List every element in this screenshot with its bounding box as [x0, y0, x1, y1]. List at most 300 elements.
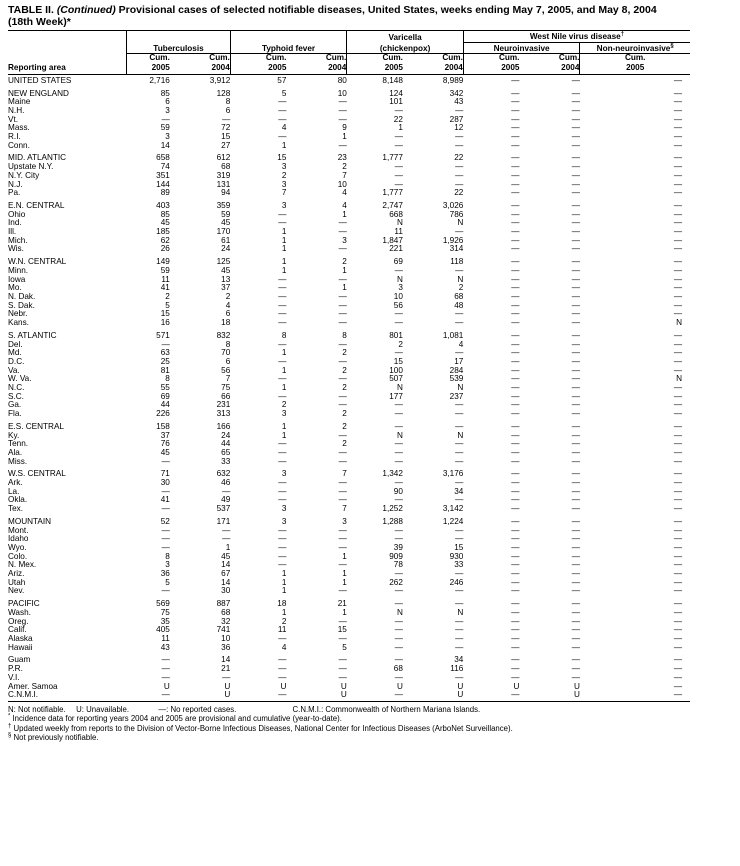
row-value: —: [571, 235, 580, 245]
row-value: 231: [216, 400, 231, 410]
row-value: —: [571, 374, 580, 384]
row-area-label: Md.: [8, 348, 22, 358]
table-header: [8, 31, 690, 75]
row-value: 7: [225, 374, 231, 384]
row-value: 63: [160, 348, 170, 358]
row-value: —: [673, 495, 682, 505]
row-value: —: [161, 542, 170, 552]
row-value: 1: [342, 577, 347, 587]
table-row: [8, 652, 690, 665]
row-area-label: Amer. Samoa: [8, 681, 58, 691]
row-value: 94: [221, 188, 231, 198]
row-area-label: Idaho: [8, 534, 29, 544]
row-value: —: [278, 209, 287, 219]
row-value: —: [511, 348, 520, 358]
row-value: 21: [337, 599, 347, 609]
table-row: [8, 665, 690, 674]
row-value: —: [230, 691, 286, 701]
table-row: [8, 458, 690, 467]
row-value: 170: [216, 227, 231, 237]
row-area-label: Ohio: [8, 209, 26, 219]
abbr-unavailable: U: Unavailable.: [76, 704, 130, 714]
row-value: —: [571, 179, 580, 189]
row-value: —: [394, 655, 403, 665]
row-value: —: [394, 439, 403, 449]
row-value: 284: [449, 365, 464, 375]
row-area-label: Nebr.: [8, 309, 28, 319]
row-value: —: [338, 318, 347, 328]
row-value: —: [571, 634, 580, 643]
row-value: —: [161, 339, 170, 349]
row-value: 3: [281, 504, 287, 514]
row-area-label: Colo.: [8, 551, 28, 561]
row-value: 33: [454, 560, 464, 570]
row-value: 71: [160, 469, 170, 479]
table-title: [8, 4, 738, 28]
row-area-label: N.Y. City: [8, 170, 40, 180]
row-value: 46: [221, 478, 231, 488]
row-value: 3: [165, 560, 170, 570]
row-value: 5: [165, 577, 170, 587]
row-value: —: [571, 478, 580, 488]
row-value: —: [673, 504, 682, 514]
row-value: 1: [281, 430, 287, 440]
row-value: 100: [389, 365, 403, 375]
row-value: —: [673, 274, 682, 284]
abbr-not-notifiable: N: Not notifiable.: [8, 704, 66, 714]
row-value: 13: [221, 274, 231, 284]
table-row: [8, 488, 690, 497]
row-value: —: [511, 560, 520, 570]
row-value: 166: [216, 421, 231, 431]
row-value: —: [571, 200, 580, 210]
row-value: —: [511, 235, 520, 245]
row-area-label: P.R.: [8, 664, 23, 674]
row-value: —: [673, 356, 682, 366]
row-value: —: [571, 383, 580, 393]
row-value: —: [571, 534, 580, 544]
row-value: 1,926: [442, 235, 464, 245]
row-value: 14: [221, 577, 231, 587]
row-value: —: [455, 625, 464, 635]
row-value: 85: [160, 88, 170, 98]
row-value: 55: [160, 383, 170, 393]
row-value: —: [338, 655, 347, 665]
row-value: N: [457, 218, 464, 228]
row-value: 1: [281, 577, 287, 587]
row-value: —: [338, 391, 347, 401]
row-value: 5: [165, 300, 170, 310]
row-value: —: [571, 664, 580, 674]
row-value: —: [222, 534, 231, 544]
row-value: —: [161, 586, 170, 596]
row-value: 1: [281, 586, 287, 596]
table-row: [8, 142, 690, 151]
row-value: —: [511, 162, 520, 172]
row-value: 72: [221, 123, 231, 133]
col-cum: Cum.: [347, 54, 403, 64]
row-value: N: [457, 607, 464, 617]
row-value: 221: [389, 244, 403, 254]
row-value: 3: [342, 235, 347, 245]
row-value: 4: [342, 188, 347, 198]
row-area-label: Vt.: [8, 114, 19, 124]
row-value: —: [511, 265, 520, 275]
row-value: —: [511, 283, 520, 293]
row-value: 11: [161, 634, 170, 643]
title-continued: (Continued): [56, 4, 116, 16]
row-value: 35: [160, 616, 170, 626]
col-cum: Cum.: [558, 53, 580, 63]
row-value: —: [511, 140, 520, 150]
row-value: 14: [160, 140, 170, 150]
row-value: 2: [342, 348, 347, 358]
row-value: 4: [458, 339, 464, 349]
row-value: U: [224, 681, 231, 691]
row-value: 39: [393, 542, 403, 552]
row-area-label: Del.: [8, 339, 23, 349]
row-value: —: [338, 634, 347, 643]
row-area-label: Ariz.: [8, 569, 25, 579]
row-value: —: [338, 291, 347, 301]
row-value: —: [673, 330, 682, 340]
row-value: 1: [225, 542, 231, 552]
table-row: [8, 150, 690, 163]
row-area-label: C.N.M.I.: [8, 691, 127, 701]
row-value: —: [394, 672, 403, 682]
row-value: —: [673, 625, 682, 635]
row-value: —: [394, 478, 403, 488]
row-value: —: [511, 430, 520, 440]
row-value: 3,176: [442, 469, 464, 479]
row-area-label: Ky.: [8, 430, 20, 440]
row-area-label: PACIFIC: [8, 599, 40, 609]
row-value: —: [394, 642, 403, 652]
row-value: 37: [160, 430, 170, 440]
row-value: 89: [160, 188, 170, 198]
row-value: 5: [342, 642, 347, 652]
row-value: —: [571, 140, 580, 150]
row-value: 7: [342, 170, 347, 180]
row-value: —: [673, 439, 682, 449]
row-value: —: [338, 542, 347, 552]
table-row: [8, 276, 690, 285]
row-area-label: Wash.: [8, 607, 31, 617]
table-row: [8, 254, 690, 267]
row-value: —: [394, 348, 403, 358]
row-area-label: W.N. CENTRAL: [8, 257, 67, 267]
row-value: U: [573, 681, 580, 691]
row-value: U: [170, 691, 230, 701]
row-value: 2,747: [382, 200, 403, 210]
row-value: 33: [221, 456, 231, 466]
row-value: 8: [165, 374, 170, 384]
row-value: —: [394, 265, 403, 275]
row-area-label: Minn.: [8, 265, 29, 275]
row-value: 3,026: [442, 200, 464, 210]
table-row: [8, 674, 690, 683]
row-value: —: [571, 105, 580, 115]
row-value: 1,342: [382, 469, 403, 479]
page: [8, 0, 738, 743]
row-value: 3,912: [209, 75, 231, 85]
row-value: —: [338, 430, 347, 440]
row-value: —: [571, 257, 580, 267]
row-value: N: [396, 274, 403, 284]
row-value: —: [455, 456, 464, 466]
row-value: 10: [337, 179, 347, 189]
row-value: 1: [281, 235, 287, 245]
row-value: 16: [160, 318, 170, 328]
row-value: 66: [221, 391, 231, 401]
row-value: —: [455, 309, 464, 319]
row-value: —: [455, 616, 464, 626]
row-value: 81: [160, 365, 170, 375]
row-value: —: [673, 283, 682, 293]
row-value: 25: [160, 356, 170, 366]
row-value: 149: [156, 257, 170, 267]
row-value: —: [673, 383, 682, 393]
row-value: 8: [281, 330, 287, 340]
row-value: —: [394, 170, 403, 180]
row-area-label: Conn.: [8, 140, 30, 150]
row-value: —: [571, 291, 580, 301]
row-value: —: [161, 504, 170, 514]
row-area-label: Tex.: [8, 504, 24, 514]
row-value: 12: [454, 123, 464, 133]
row-value: —: [571, 339, 580, 349]
row-value: —: [673, 409, 682, 419]
row-value: —: [673, 114, 682, 124]
row-value: 45: [160, 218, 170, 228]
row-value: 30: [160, 478, 170, 488]
row-value: 6: [225, 105, 231, 115]
row-value: —: [673, 200, 682, 210]
row-value: 342: [449, 88, 464, 98]
row-value: —: [571, 586, 580, 596]
row-value: —: [278, 291, 287, 301]
row-value: 18: [221, 318, 231, 328]
row-value: —: [338, 300, 347, 310]
row-value: —: [338, 274, 347, 284]
table-row: [8, 116, 690, 125]
row-value: —: [673, 188, 682, 198]
row-value: 571: [156, 330, 170, 340]
row-value: 34: [454, 486, 464, 496]
row-value: —: [571, 123, 580, 133]
row-value: 67: [221, 569, 231, 579]
row-area-label: E.N. CENTRAL: [8, 200, 65, 210]
row-value: 3: [165, 105, 170, 115]
row-value: 57: [277, 75, 287, 85]
row-value: —: [511, 642, 520, 652]
row-value: U: [513, 681, 520, 691]
row-value: 11: [161, 274, 170, 284]
row-value: 124: [389, 88, 403, 98]
non-neuroinvasive-header: Non-neuroinvasive§: [580, 42, 690, 54]
row-value: —: [394, 309, 403, 319]
row-value: U: [340, 681, 347, 691]
table-row: [8, 133, 690, 142]
typhoid-header: Typhoid fever: [230, 42, 347, 54]
row-value: 1,224: [442, 516, 464, 526]
row-value: 1,252: [382, 504, 403, 514]
row-value: —: [571, 244, 580, 254]
row-value: —: [673, 162, 682, 172]
row-value: —: [394, 318, 403, 328]
row-value: —: [455, 642, 464, 652]
row-value: —: [571, 318, 580, 328]
table-row: [8, 596, 690, 609]
row-value: U: [396, 681, 403, 691]
col-year: 2004: [286, 64, 346, 74]
row-value: 2: [342, 409, 347, 419]
row-value: 158: [156, 421, 170, 431]
col-year: 2005: [347, 64, 403, 74]
row-value: 2: [342, 439, 347, 449]
table-row: [8, 284, 690, 293]
table-row: [8, 367, 690, 376]
row-value: 15: [221, 132, 231, 142]
row-value: —: [338, 105, 347, 115]
row-value: N: [396, 430, 403, 440]
row-value: —: [511, 616, 520, 626]
row-value: —: [278, 672, 287, 682]
row-value: U: [286, 691, 346, 701]
row-value: —: [571, 504, 580, 514]
row-value: —: [673, 478, 682, 488]
row-value: 26: [160, 244, 170, 254]
row-value: —: [511, 607, 520, 617]
row-area-label: Mo.: [8, 283, 22, 293]
row-value: 237: [449, 391, 464, 401]
row-value: 8: [342, 330, 347, 340]
row-value: —: [161, 486, 170, 496]
row-value: 359: [216, 200, 231, 210]
row-value: —: [571, 75, 580, 85]
col-cum: Cum.: [209, 53, 230, 63]
row-value: —: [673, 486, 682, 496]
row-value: —: [511, 209, 520, 219]
row-area-label: S. ATLANTIC: [8, 330, 57, 340]
row-value: —: [511, 383, 520, 393]
row-value: —: [511, 132, 520, 142]
row-value: 68: [221, 162, 231, 172]
row-value: —: [278, 560, 287, 570]
row-value: 15: [277, 153, 287, 163]
row-value: 14: [221, 560, 231, 570]
table-row: [8, 267, 690, 276]
row-area-label: Fla.: [8, 409, 22, 419]
row-value: —: [673, 551, 682, 561]
row-value: 4: [225, 300, 231, 310]
row-value: —: [673, 227, 682, 237]
row-value: —: [571, 227, 580, 237]
row-value: 48: [454, 300, 464, 310]
table-row: [8, 302, 690, 311]
row-value: —: [571, 486, 580, 496]
row-value: 801: [389, 330, 403, 340]
row-value: —: [673, 599, 682, 609]
row-value: N: [396, 383, 403, 393]
row-value: 4: [342, 200, 347, 210]
row-value: —: [571, 356, 580, 366]
row-value: 1: [281, 383, 287, 393]
row-value: —: [455, 634, 464, 643]
row-value: 59: [160, 265, 170, 275]
table-row: [8, 432, 690, 441]
row-value: 1,777: [382, 153, 403, 163]
row-value: —: [571, 655, 580, 665]
row-value: —: [511, 170, 520, 180]
row-value: —: [673, 300, 682, 310]
row-value: —: [511, 478, 520, 488]
row-value: 226: [156, 409, 170, 419]
row-value: 131: [216, 179, 231, 189]
row-area-label: Nev.: [8, 586, 25, 596]
reporting-area-header: Reporting area: [8, 64, 127, 74]
table-footnotes: [8, 705, 738, 743]
row-value: —: [278, 664, 287, 674]
row-value: 3: [281, 516, 287, 526]
row-value: —: [394, 140, 403, 150]
row-value: 1: [281, 348, 287, 358]
table-row: [8, 535, 690, 544]
row-value: —: [338, 97, 347, 107]
table-row: [8, 393, 690, 402]
row-value: 18: [277, 599, 287, 609]
row-value: —: [673, 560, 682, 570]
row-value: 22: [393, 114, 403, 124]
row-value: 44: [160, 400, 170, 410]
row-value: U: [163, 681, 170, 691]
row-value: 1: [281, 140, 287, 150]
row-value: 4: [281, 642, 287, 652]
row-value: 3: [281, 469, 287, 479]
row-value: —: [571, 421, 580, 431]
row-value: —: [511, 516, 520, 526]
row-area-label: Tenn.: [8, 439, 29, 449]
row-value: 69: [160, 391, 170, 401]
table-row: [8, 245, 690, 254]
row-value: —: [673, 525, 682, 535]
row-value: —: [338, 218, 347, 228]
row-value: —: [455, 569, 464, 579]
table-row: [8, 86, 690, 99]
row-value: —: [161, 664, 170, 674]
row-value: —: [161, 114, 170, 124]
row-area-label: Alaska: [8, 634, 33, 643]
row-value: —: [673, 664, 682, 674]
row-value: —: [673, 542, 682, 552]
row-value: 8: [165, 551, 170, 561]
row-value: —: [511, 318, 520, 328]
row-value: —: [673, 634, 682, 643]
row-value: 116: [450, 664, 464, 674]
row-value: —: [571, 569, 580, 579]
footnote-incidence: * Incidence data for reporting years 2004 and 2005 are provisional and cumulative (year-to-date).: [8, 713, 342, 724]
row-value: —: [347, 691, 403, 701]
row-value: —: [511, 114, 520, 124]
row-value: 1: [342, 265, 347, 275]
row-value: —: [278, 97, 287, 107]
row-value: —: [338, 534, 347, 544]
row-area-label: E.S. CENTRAL: [8, 421, 64, 431]
title-week: (18th Week)*: [8, 16, 71, 28]
row-value: 75: [160, 607, 170, 617]
row-value: 69: [393, 257, 403, 267]
row-value: 45: [221, 265, 231, 275]
